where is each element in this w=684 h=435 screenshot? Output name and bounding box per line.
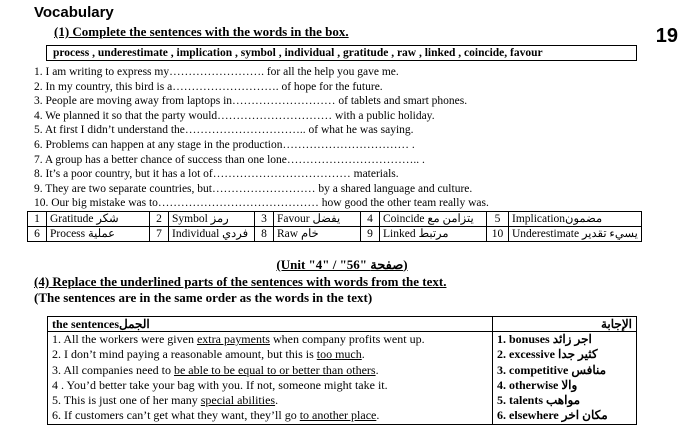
underlined-phrase: too much xyxy=(316,347,362,362)
sentence-line: 3. People are moving away from laptops in……………………… of tablets and smart phones. xyxy=(34,95,468,108)
answers-header: الإجابة xyxy=(493,317,637,332)
vocab-number: 8 xyxy=(255,227,274,242)
answer-line: 4. otherwise والا xyxy=(497,377,578,392)
sentence-text: 3. All companies need to xyxy=(52,362,174,377)
replace-sentence xyxy=(52,408,488,423)
sentence-line: 6. Problems can happen at any stage in the production…………………………… . xyxy=(34,139,415,151)
section4-note: (The sentences are in the same order as the words in the text) xyxy=(34,290,373,305)
vocab-number: 7 xyxy=(150,227,169,242)
sentences-cell xyxy=(48,332,493,425)
vocab-row xyxy=(28,227,642,242)
vocab-word: Implicationمضمون xyxy=(509,212,642,227)
answer-line: 2. excessive كثير جدا xyxy=(497,347,598,362)
sentence-line: 5. At first I didn’t understand the………………………….. of what he was saying. xyxy=(34,124,414,137)
sentence-text: when company profits went up. xyxy=(269,332,425,346)
underlined-phrase: to another place xyxy=(299,408,377,423)
replace-sentence xyxy=(52,393,488,408)
replace-sentence xyxy=(52,378,488,393)
answer-line: 6. elsewhere مكان اخر xyxy=(497,408,608,423)
vocab-number: 6 xyxy=(28,227,47,242)
sentence-text: 5. This is just one of her many xyxy=(52,393,201,408)
sentences-header: the sentencesالجمل xyxy=(48,317,493,332)
sentence-text: 6. If customers can’t get what they want, they’ll go xyxy=(52,408,300,423)
vocab-word: Linked مرتبط xyxy=(380,227,487,242)
vocab-row xyxy=(28,212,642,227)
vocab-word: Process عملية xyxy=(47,227,150,242)
vocab-word: Gratitude شكر xyxy=(47,212,150,227)
page-number: 19 xyxy=(655,25,678,47)
vocab-number: 9 xyxy=(361,227,380,242)
sentence-text: 4 . You’d better take your bag with you. If not, someone might take it. xyxy=(52,377,388,392)
underlined-phrase: extra payments xyxy=(196,332,270,346)
section1-instruction: (1) Complete the sentences with the words in the box. xyxy=(54,24,349,39)
answers-cell xyxy=(493,332,637,425)
vocab-number: 3 xyxy=(255,212,274,227)
vocab-table xyxy=(27,211,642,242)
vocab-number: 2 xyxy=(150,212,169,227)
unit-heading: (Unit "4" / "56" صفحة) xyxy=(276,257,408,272)
sentence-text: . xyxy=(376,408,380,423)
section4-instruction: (4) Replace the underlined parts of the sentences with words from the text. xyxy=(34,274,447,289)
vocab-word: Symbol رمز xyxy=(169,212,255,227)
sentence-line: 4. We planned it so that the party would………………………… with a public holiday. xyxy=(34,109,435,122)
underlined-phrase: special abilities xyxy=(200,393,276,408)
sentence-line: 2. In my country, this bird is a………………………. of hope for the future. xyxy=(34,80,383,93)
vocab-word: Raw خام xyxy=(274,227,361,242)
vocab-number: 5 xyxy=(487,212,509,227)
vocab-number: 10 xyxy=(487,227,509,242)
replace-sentence xyxy=(52,363,488,378)
sentence-text: 2. I don’t mind paying a reasonable amount, but this is xyxy=(52,347,317,362)
sentence-text: . xyxy=(275,393,279,408)
answer-line: 1. bonuses اجر زائد xyxy=(497,332,592,346)
replace-sentence xyxy=(52,347,488,362)
sentence-line: 1. I am writing to express my……………………. for all the help you gave me. xyxy=(34,66,399,78)
replace-sentence xyxy=(52,332,488,347)
sentence-line: 9. They are two separate countries, but……………………… by a shared language and culture. xyxy=(34,182,473,195)
vocab-number: 1 xyxy=(28,212,47,227)
vocab-word: Coincide يتزامن مع xyxy=(380,212,487,227)
page-title: Vocabulary xyxy=(34,4,114,21)
sentence-line: 8. It’s a poor country, but it has a lot of……………………………… materials. xyxy=(34,168,399,181)
answer-line: 5. talents مواهب xyxy=(497,393,581,408)
vocab-word: Underestimate يسيء تقدير xyxy=(509,227,642,242)
sentence-text: 1. All the workers were given xyxy=(52,332,197,346)
word-box: process , underestimate , implication , symbol , individual , gratitude , raw , linked , coincide, favour xyxy=(46,45,637,61)
vocab-word: Individual فردي xyxy=(169,227,255,242)
answer-line: 3. competitive منافس xyxy=(497,362,607,377)
underlined-phrase: be able to be equal to or better than others xyxy=(173,362,376,377)
vocab-word: Favour يفضل xyxy=(274,212,361,227)
vocab-number: 4 xyxy=(361,212,380,227)
sentence-line: 7. A group has a better chance of success than one lone…………………………….. . xyxy=(34,153,425,166)
sentence-line: 10. Our big mistake was to…………………………………… how good the other team really was. xyxy=(34,197,489,210)
replace-table xyxy=(47,316,637,425)
sentence-text: . xyxy=(375,362,379,377)
sentence-text: . xyxy=(361,347,365,362)
